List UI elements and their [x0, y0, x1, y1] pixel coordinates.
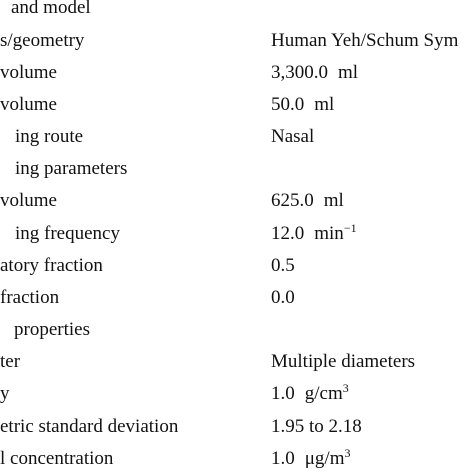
parameter-value: [271, 378, 349, 410]
table-row: [0, 378, 474, 410]
section-heading: ing parameters: [15, 158, 128, 179]
parameter-label: ing route: [15, 126, 84, 147]
value-number: 50.0: [271, 94, 305, 115]
section-heading: properties: [14, 319, 90, 340]
parameter-value: Human Yeh/Schum Sym: [271, 30, 459, 51]
parameter-value: 1.95 to 2.18: [271, 416, 362, 437]
value-number: 625.0: [271, 190, 314, 211]
value-unit: μg/m: [304, 448, 345, 469]
parameter-label: s/geometry: [0, 30, 85, 51]
parameter-label: volume: [0, 94, 57, 115]
parameter-label: ing frequency: [15, 223, 120, 244]
parameter-value: 0.0: [271, 287, 295, 308]
value-unit-exponent: 3: [344, 446, 351, 460]
parameter-value: [271, 443, 351, 475]
section-heading: and model: [11, 0, 91, 18]
section-heading-row: [0, 153, 474, 185]
value-unit: ml: [323, 190, 344, 211]
section-heading-row: [0, 314, 474, 346]
table-row: [0, 443, 474, 475]
value-unit-exponent: −1: [343, 221, 357, 235]
parameter-label: atory fraction: [0, 255, 103, 276]
parameter-value: [271, 89, 334, 121]
value-number: 1.0: [271, 448, 295, 469]
parameter-value: [271, 185, 344, 217]
table-row: [0, 121, 474, 153]
value-number: 12.0: [271, 223, 305, 244]
value-unit: ml: [314, 94, 335, 115]
parameter-label: volume: [0, 190, 57, 211]
parameter-label: l concentration: [0, 448, 114, 469]
table-row: [0, 57, 474, 89]
value-number: 3,300.0: [271, 62, 328, 83]
table-row: [0, 185, 474, 217]
parameter-value: Nasal: [271, 126, 315, 147]
parameter-label: y: [0, 383, 10, 404]
table-row: [0, 250, 474, 282]
value-unit: ml: [338, 62, 359, 83]
value-unit: g/cm: [304, 383, 343, 404]
value-number: 1.0: [271, 383, 295, 404]
parameter-value: Multiple diameters: [271, 351, 416, 372]
parameter-label: fraction: [0, 287, 60, 308]
parameter-label: ter: [0, 351, 21, 372]
table-row: [0, 411, 474, 443]
parameter-value: [271, 57, 358, 89]
table-row: [0, 89, 474, 121]
table-row: [0, 346, 474, 378]
value-unit: min: [314, 223, 344, 244]
parameter-label: etric standard deviation: [0, 416, 179, 437]
section-heading-row: [0, 0, 474, 24]
parameter-value: 0.5: [271, 255, 295, 276]
table-row: [0, 282, 474, 314]
parameter-label: volume: [0, 62, 57, 83]
table-row: [0, 25, 474, 57]
table-row: [0, 218, 474, 250]
value-unit-exponent: 3: [342, 381, 349, 395]
parameter-value: [271, 218, 357, 250]
